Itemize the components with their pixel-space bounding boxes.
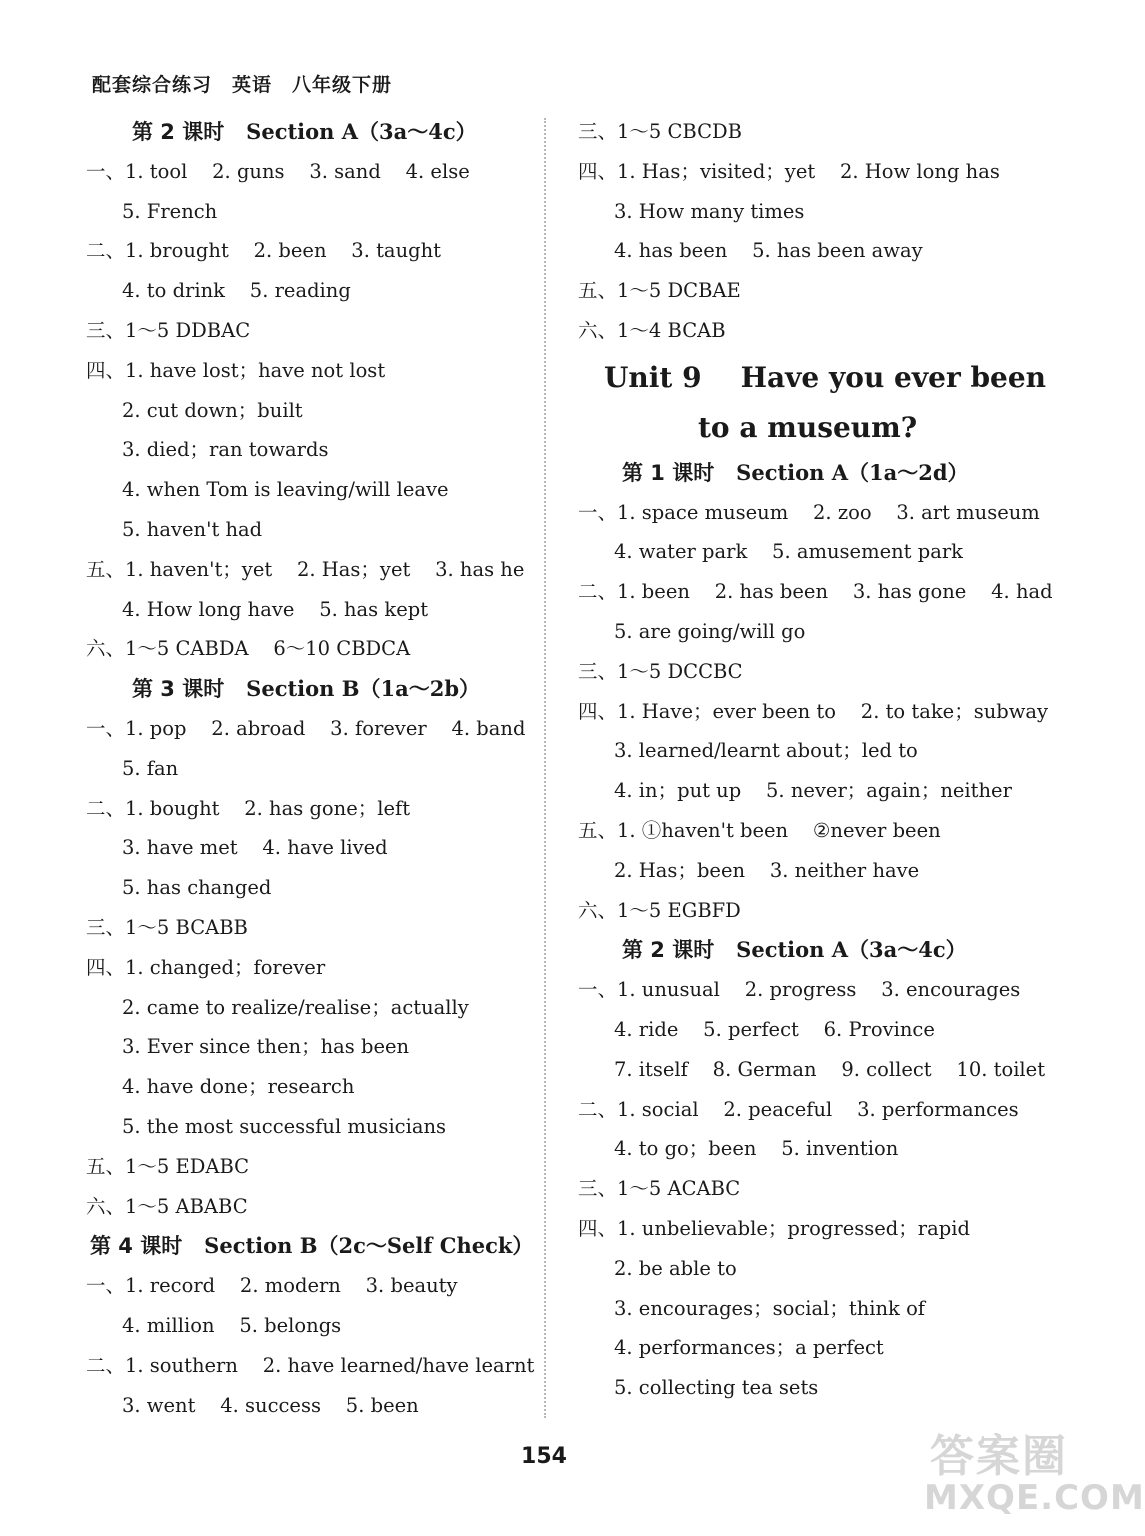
answer-line: 三、1～5 CBCDB	[578, 120, 743, 143]
answer-line: 三、1～5 DCCBC	[578, 659, 743, 683]
answer-line: 五、1. ①haven't been ②never been	[578, 818, 941, 842]
answer-line: 二、1. been 2. has been 3. has gone 4. had	[578, 580, 1053, 604]
answer-line: 二、1. southern 2. have learned/have learnt	[86, 1353, 535, 1377]
answer-line: 5. are going/will go	[614, 619, 806, 643]
right-bottom-answers	[578, 453, 1053, 1408]
answer-line: 三、1～5 ACABC	[578, 1177, 741, 1201]
lesson-number: 第 4 课时	[90, 1234, 183, 1259]
section-label: Section B（2c～Self Check）	[204, 1233, 534, 1259]
answer-line: 2. be able to	[614, 1256, 737, 1280]
answer-line: 4. performances；a perfect	[614, 1336, 884, 1360]
answer-line: 4. water park 5. amusement park	[614, 540, 963, 564]
answer-line: 4. to drink 5. reading	[122, 279, 351, 303]
answer-line: 五、1. haven't；yet 2. Has；yet 3. has he	[86, 557, 525, 581]
answer-line: 3. learned/learnt about；led to	[614, 739, 918, 763]
answer-line: 2. cut down；built	[122, 398, 303, 422]
lesson-heading	[578, 930, 1018, 970]
answer-line: 四、1. have lost；have not lost	[86, 358, 386, 382]
answer-line: 4. to go；been 5. invention	[614, 1137, 899, 1161]
answer-line: 3. died；ran towards	[122, 438, 329, 462]
right-column	[578, 112, 1053, 1408]
section-label: Section A（3a～4c）	[246, 119, 477, 144]
answer-line: 3. went 4. success 5. been	[122, 1393, 419, 1417]
section-label: Section A（3a～4c）	[736, 937, 967, 963]
right-top-answers	[578, 112, 1018, 351]
answer-line: 二、1. bought 2. has gone；left	[86, 796, 411, 820]
answer-line: 5. the most successful musicians	[122, 1114, 447, 1138]
answer-line: 三、1～5 DDBAC	[86, 318, 251, 342]
answer-line: 一、1. unusual 2. progress 3. encourages	[578, 978, 1021, 1002]
lesson-number: 第 2 课时	[132, 120, 225, 144]
answer-line: 二、1. social 2. peaceful 3. performances	[578, 1097, 1019, 1121]
answer-line: 五、1～5 DCBAE	[578, 279, 741, 303]
answer-line: 7. itself 8. German 9. collect 10. toilet	[614, 1057, 1046, 1081]
watermark-cn: 答案圈	[930, 1431, 1068, 1482]
answer-line: 五、1～5 EDABC	[86, 1154, 250, 1178]
answer-line: 四、1. Have；ever been to 2. to take；subway	[578, 699, 1049, 723]
answer-line: 5. has changed	[122, 876, 272, 900]
answer-line: 六、1～5 CABDA 6～10 CBDCA	[86, 637, 411, 661]
answer-line: 六、1～5 ABABC	[86, 1194, 248, 1218]
answer-line: 四、1. Has；visited；yet 2. How long has	[578, 159, 1000, 183]
answer-line: 5. fan	[122, 756, 179, 780]
left-column	[86, 112, 535, 1425]
lesson-number: 第 3 课时	[132, 677, 225, 702]
answer-line: 三、1～5 BCABB	[86, 915, 248, 939]
answer-line: 4. million 5. belongs	[122, 1313, 342, 1337]
lesson-heading	[86, 112, 526, 152]
answer-line: 一、1. space museum 2. zoo 3. art museum	[578, 500, 1040, 524]
answer-line: 3. Ever since then；has been	[122, 1035, 410, 1059]
watermark-logo	[924, 1414, 1145, 1526]
column-divider	[544, 118, 546, 1418]
unit-title-line1: Unit 9 Have you ever been	[604, 360, 1047, 394]
unit-title-line2: to a museum?	[698, 410, 918, 444]
answer-line: 3. How many times	[614, 199, 805, 223]
answer-line: 一、1. record 2. modern 3. beauty	[86, 1274, 458, 1298]
answer-line: 2. came to realize/realise；actually	[122, 995, 469, 1019]
lesson-heading	[578, 453, 1018, 493]
answer-line: 六、1～5 EGBFD	[578, 898, 741, 922]
answer-line: 一、1. tool 2. guns 3. sand 4. else	[86, 159, 470, 183]
answer-line: 一、1. pop 2. abroad 3. forever 4. band	[86, 716, 526, 740]
answer-line: 3. have met 4. have lived	[122, 836, 388, 860]
answer-line: 5. French	[122, 199, 218, 223]
answer-line: 4. have done；research	[122, 1075, 355, 1099]
answer-line: 5. collecting tea sets	[614, 1376, 819, 1400]
answer-line: 四、1. changed；forever	[86, 955, 326, 979]
answer-line: 4. ride 5. perfect 6. Province	[614, 1017, 935, 1041]
lesson-number: 第 2 课时	[622, 938, 715, 963]
page-number: 154	[521, 1444, 567, 1469]
answer-line: 2. Has；been 3. neither have	[614, 858, 920, 882]
section-label: Section A（1a～2d）	[736, 459, 969, 485]
lesson-heading	[86, 669, 526, 709]
answer-line: 二、1. brought 2. been 3. taught	[86, 239, 441, 263]
answer-line: 4. in；put up 5. never；again；neither	[614, 779, 1012, 803]
answer-line: 5. haven't had	[122, 517, 263, 541]
answer-line: 4. when Tom is leaving/will leave	[122, 478, 449, 502]
answer-line: 六、1～4 BCAB	[578, 318, 726, 342]
answer-line: 4. has been 5. has been away	[614, 239, 923, 263]
answer-line: 4. How long have 5. has kept	[122, 597, 429, 621]
lesson-heading	[86, 1226, 534, 1266]
answer-line: 四、1. unbelievable；progressed；rapid	[578, 1216, 970, 1240]
watermark-en: MXQE.COM	[924, 1478, 1145, 1518]
answer-line: 3. encourages；social；think of	[614, 1296, 926, 1320]
page-header: 配套综合练习 英语 八年级下册	[92, 74, 393, 96]
lesson-number: 第 1 课时	[622, 460, 715, 485]
section-label: Section B（1a～2b）	[246, 676, 481, 702]
